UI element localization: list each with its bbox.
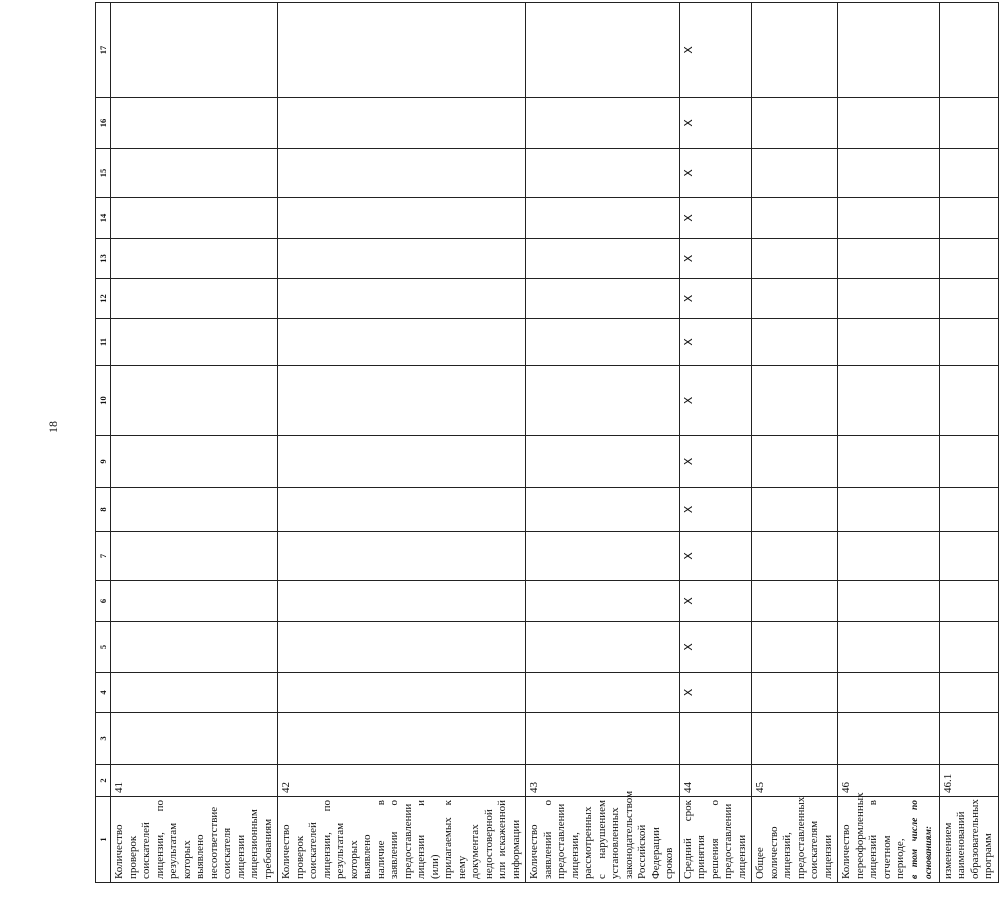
row-description — [838, 792, 940, 883]
value-cell — [111, 319, 278, 366]
value-cell — [939, 279, 998, 319]
not-applicable-mark: X — [679, 149, 752, 198]
value-cell — [939, 3, 998, 98]
rotated-table-container — [95, 13, 994, 883]
row-description-text: Средний срок принятия решения о предоставлении лицензии — [681, 800, 748, 879]
value-cell — [939, 319, 998, 366]
value-cell — [838, 673, 940, 713]
column-number: 14 — [96, 198, 111, 239]
value-cell — [752, 622, 838, 673]
value-cell — [752, 98, 838, 149]
value-cell — [838, 622, 940, 673]
row-code: 45 — [752, 765, 838, 797]
column-number: 6 — [96, 581, 111, 622]
row-description — [111, 797, 278, 883]
row-description-emphasis: в том числе по основаниям: — [909, 800, 934, 879]
value-cell — [838, 98, 940, 149]
value-cell — [278, 581, 526, 622]
value-cell — [939, 149, 998, 198]
value-cell — [752, 3, 838, 98]
row-code: 42 — [278, 765, 526, 797]
value-cell — [752, 713, 838, 765]
not-applicable-mark: X — [679, 532, 752, 581]
value-cell — [111, 239, 278, 279]
column-number: 1 — [96, 797, 111, 883]
value-cell — [526, 366, 680, 436]
column-number: 12 — [96, 279, 111, 319]
value-cell — [278, 239, 526, 279]
value-cell — [939, 673, 998, 713]
row-description-text: Количество проверок соискателей лицензии, по результатам которых выявлено наличие в заявлении о предоставлении лицензии и (или) прилагаемых к нему документах недостоверной или искаженной информации — [280, 800, 522, 879]
value-cell — [752, 673, 838, 713]
value-cell — [111, 198, 278, 239]
row-code: 46.1 — [939, 765, 998, 797]
value-cell — [111, 279, 278, 319]
value-cell — [526, 149, 680, 198]
value-cell — [111, 366, 278, 436]
row-description — [679, 797, 752, 883]
value-cell — [526, 319, 680, 366]
row-code: 43 — [526, 765, 680, 797]
value-cell — [939, 436, 998, 488]
value-cell — [752, 149, 838, 198]
row-description — [278, 797, 526, 883]
value-cell — [752, 581, 838, 622]
value-cell — [939, 98, 998, 149]
value-cell — [526, 488, 680, 532]
not-applicable-mark: X — [679, 622, 752, 673]
column-number: 5 — [96, 622, 111, 673]
value-cell — [278, 673, 526, 713]
value-cell — [838, 319, 940, 366]
value-cell — [526, 532, 680, 581]
column-number: 8 — [96, 488, 111, 532]
value-cell — [111, 713, 278, 765]
column-number: 16 — [96, 98, 111, 149]
table-row — [278, 3, 526, 883]
table-row — [111, 3, 278, 883]
not-applicable-mark: X — [679, 488, 752, 532]
value-cell — [111, 532, 278, 581]
column-number: 15 — [96, 149, 111, 198]
column-number: 4 — [96, 673, 111, 713]
value-cell — [278, 149, 526, 198]
value-cell — [278, 532, 526, 581]
not-applicable-mark: X — [679, 3, 752, 98]
row-description-text: Количество заявлений о предоставлении лицензии, рассмотренных с нарушением установленных законодательством Российской Федерации сроков — [528, 790, 675, 879]
table-row — [838, 3, 940, 883]
value-cell — [526, 622, 680, 673]
value-cell — [526, 673, 680, 713]
table-row — [752, 3, 838, 883]
not-applicable-mark: X — [679, 436, 752, 488]
column-number: 10 — [96, 366, 111, 436]
value-cell — [752, 488, 838, 532]
value-cell — [752, 532, 838, 581]
value-cell — [278, 488, 526, 532]
value-cell — [111, 581, 278, 622]
value-cell — [526, 279, 680, 319]
column-number-row — [96, 3, 111, 883]
value-cell — [838, 366, 940, 436]
value-cell — [838, 149, 940, 198]
not-applicable-mark: X — [679, 673, 752, 713]
value-cell — [111, 673, 278, 713]
value-cell — [526, 713, 680, 765]
value-cell — [278, 198, 526, 239]
value-cell — [939, 239, 998, 279]
value-cell — [838, 239, 940, 279]
row-description-text: Общее количество лицензий, предоставленных соискателям лицензии — [754, 796, 834, 879]
not-applicable-mark: X — [679, 279, 752, 319]
not-applicable-mark: X — [679, 239, 752, 279]
value-cell — [939, 532, 998, 581]
page-number: 18 — [46, 421, 60, 433]
value-cell — [838, 279, 940, 319]
value-cell — [752, 239, 838, 279]
value-cell — [278, 713, 526, 765]
value-cell — [278, 279, 526, 319]
value-cell — [111, 3, 278, 98]
value-cell — [526, 198, 680, 239]
value-cell — [679, 713, 752, 765]
value-cell — [838, 713, 940, 765]
value-cell — [838, 436, 940, 488]
row-code: 44 — [679, 765, 752, 797]
value-cell — [752, 319, 838, 366]
value-cell — [278, 3, 526, 98]
column-number: 11 — [96, 319, 111, 366]
table-row — [526, 3, 680, 883]
not-applicable-mark: X — [679, 366, 752, 436]
row-description — [939, 797, 998, 883]
column-number: 9 — [96, 436, 111, 488]
row-description-text: изменением наименований образовательных программ — [941, 799, 994, 879]
value-cell — [939, 366, 998, 436]
not-applicable-mark: X — [679, 319, 752, 366]
value-cell — [752, 366, 838, 436]
value-cell — [526, 436, 680, 488]
not-applicable-mark: X — [679, 198, 752, 239]
value-cell — [939, 713, 998, 765]
value-cell — [278, 622, 526, 673]
value-cell — [526, 98, 680, 149]
value-cell — [526, 3, 680, 98]
column-number: 17 — [96, 3, 111, 98]
row-description — [526, 790, 680, 883]
value-cell — [278, 436, 526, 488]
row-description — [752, 797, 838, 883]
not-applicable-mark: X — [679, 98, 752, 149]
value-cell — [278, 98, 526, 149]
value-cell — [752, 279, 838, 319]
table-row — [679, 3, 752, 883]
column-number: 3 — [96, 713, 111, 765]
value-cell — [939, 581, 998, 622]
value-cell — [526, 239, 680, 279]
value-cell — [278, 366, 526, 436]
table-row — [939, 3, 998, 883]
row-code: 41 — [111, 765, 278, 797]
value-cell — [939, 622, 998, 673]
value-cell — [939, 198, 998, 239]
value-cell — [838, 532, 940, 581]
value-cell — [111, 149, 278, 198]
row-description-text: Количество переоформленных лицензий в отчетном периоде, — [840, 792, 906, 879]
value-cell — [939, 488, 998, 532]
value-cell — [838, 3, 940, 98]
value-cell — [111, 436, 278, 488]
value-cell — [752, 436, 838, 488]
value-cell — [526, 581, 680, 622]
row-description-text: Количество проверок соискателей лицензии, по результатам которых выявлено несоответствие соискателя лицензии лицензионным требованиям — [113, 800, 274, 879]
column-number: 7 — [96, 532, 111, 581]
value-cell — [278, 319, 526, 366]
value-cell — [111, 622, 278, 673]
value-cell — [111, 488, 278, 532]
value-cell — [838, 198, 940, 239]
column-number: 2 — [96, 765, 111, 797]
not-applicable-mark: X — [679, 581, 752, 622]
value-cell — [752, 198, 838, 239]
report-table — [95, 2, 999, 883]
value-cell — [111, 98, 278, 149]
value-cell — [838, 581, 940, 622]
value-cell — [838, 488, 940, 532]
row-code: 46 — [838, 765, 940, 797]
column-number: 13 — [96, 239, 111, 279]
